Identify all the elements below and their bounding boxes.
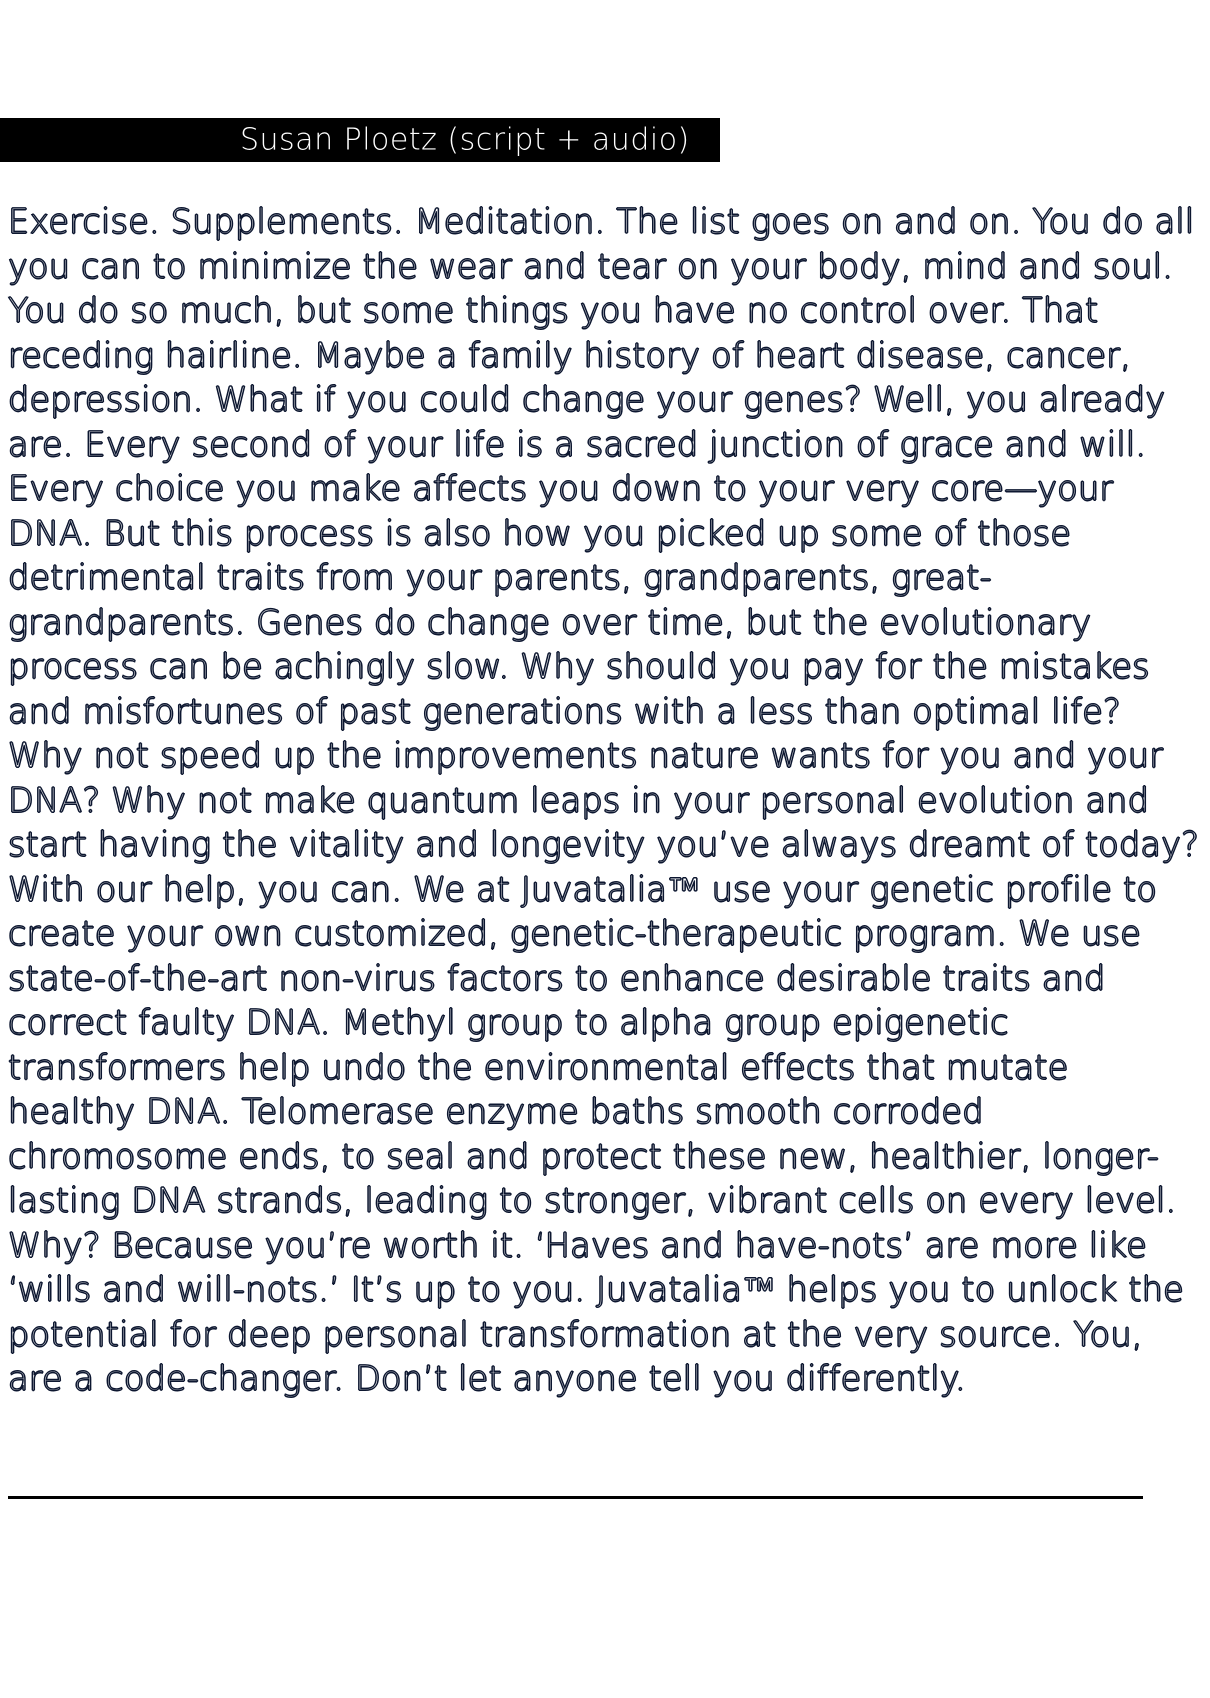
body-text-block <box>8 200 1204 1402</box>
header-band <box>0 118 720 162</box>
script-paragraph: Exercise. Supplements. Meditation. The list goes on and on. You do all you can to minimize the wear and tear on your body, mind and soul. You do so much, but some things you have no control over. That receding hairline. Maybe a family history of heart disease, cancer, depression. What if you could change your genes? Well, you already are. Every second of your life is a sacred junction of grace and will. Every choice you make affects you down to your very core—your DNA. But this process is also how you picked up some of those detrimental traits from your parents, grandparents, great-grandparents. Genes do change over time, but the evolutionary process can be achingly slow. Why should you pay for the mistakes and misfortunes of past generations with a less than optimal life? Why not speed up the improvements nature wants for you and your DNA? Why not make quantum leaps in your personal evolution and start having the vitality and longevity you’ve always dreamt of today? With our help, you can. We at Juvatalia™ use your genetic profile to create your own customized, genetic-therapeutic program. We use state-of-the-art non-virus factors to enhance desirable traits and correct faulty DNA. Methyl group to alpha group epigenetic transformers help undo the environmental effects that mutate healthy DNA. Telomerase enzyme baths smooth corroded chromosome ends, to seal and protect these new, healthier, longer-lasting DNA strands, leading to stronger, vibrant cells on every level. Why? Because you’re worth it. ‘Haves and have-nots’ are more like ‘wills and will-nots.’ It’s up to you. Juvatalia™ helps you to unlock the potential for deep personal transformation at the very source. You, are a code-changer. Don’t let anyone tell you differently. <box>8 202 1200 1398</box>
page-title: Susan Ploetz (script + audio) <box>240 122 690 158</box>
redacted-name-block <box>8 118 238 162</box>
footer-divider <box>8 1496 1143 1499</box>
